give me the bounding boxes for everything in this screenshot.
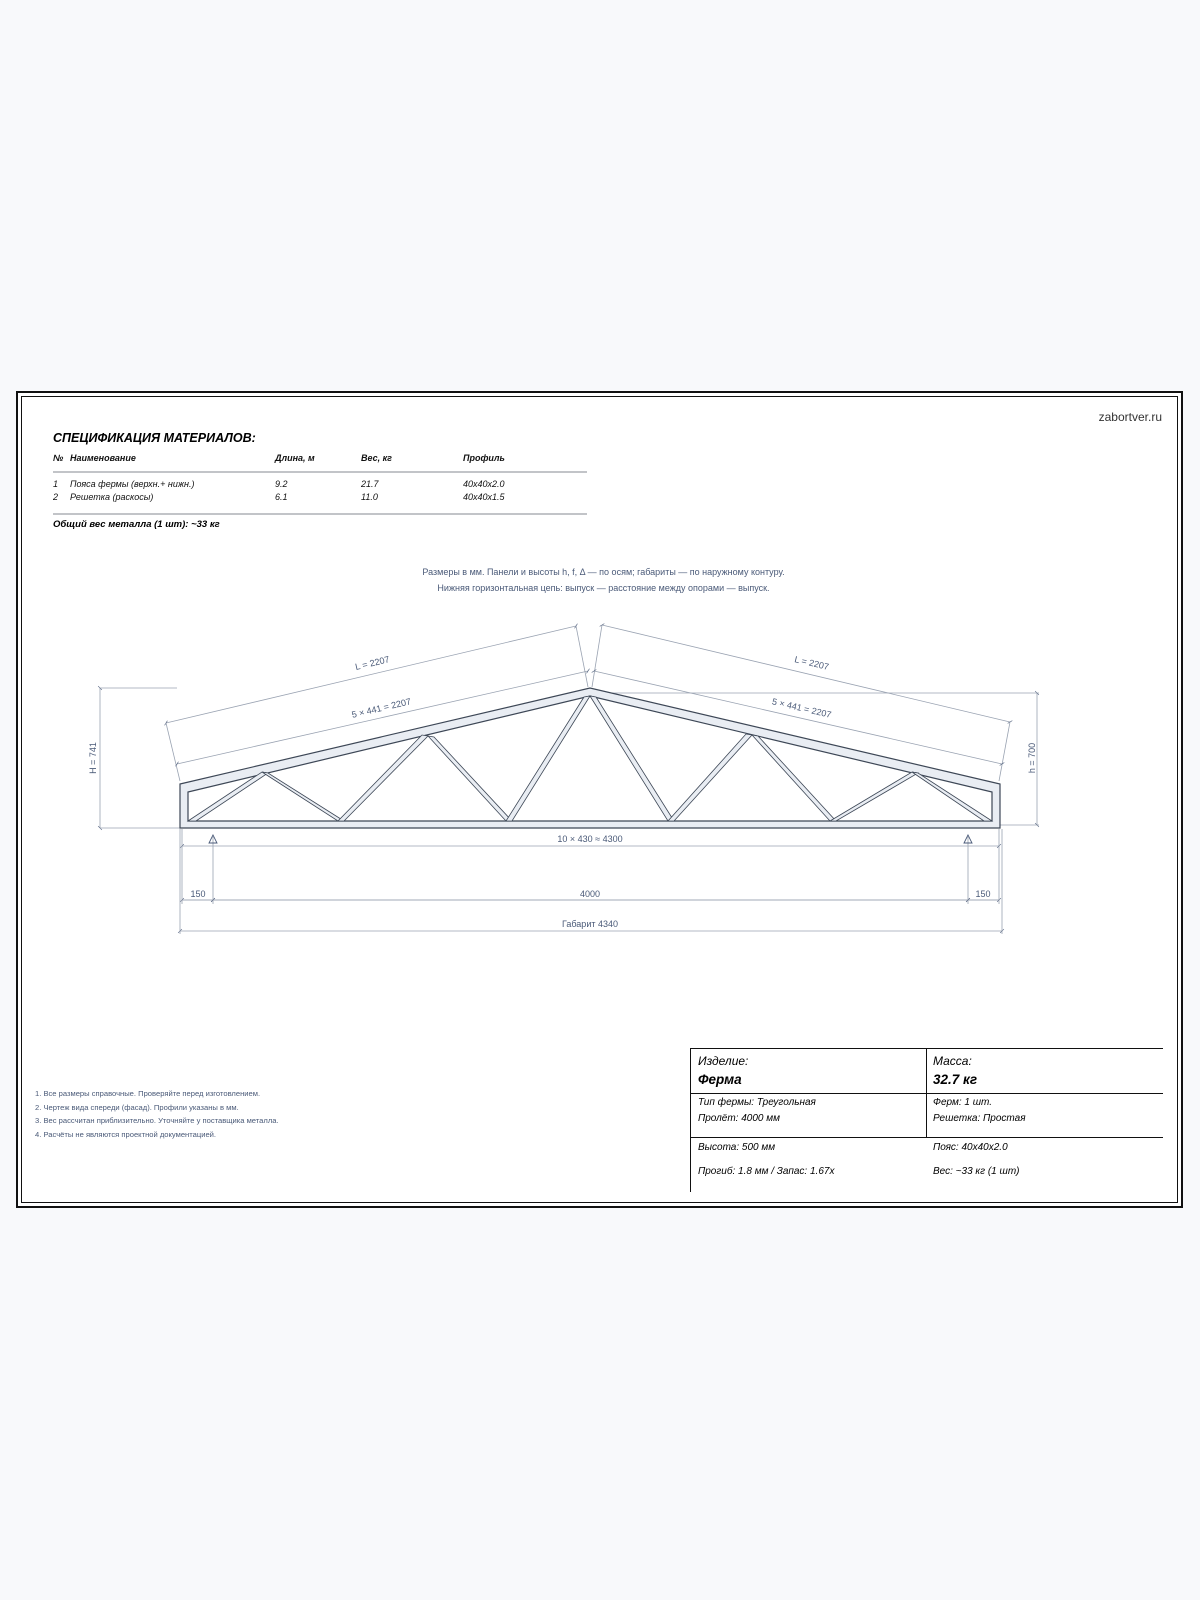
truss-brace: [428, 736, 512, 821]
spec-cell-profile: 40x40x1.5: [463, 492, 505, 502]
ext-line: [999, 722, 1010, 781]
spec-header-profile: Профиль: [463, 453, 505, 463]
title-block-rule: [691, 1137, 1163, 1138]
spec-cell-name: Решетка (раскосы): [70, 492, 154, 502]
truss-brace: [590, 696, 674, 821]
dim-text-overhang-left: 150: [190, 889, 206, 899]
dim-text-overhang-right: 150: [975, 889, 991, 899]
truss-brace: [262, 772, 344, 821]
spec-title: СПЕЦИФИКАЦИЯ МАТЕРИАЛОВ:: [53, 431, 256, 445]
dim-line-right-panels: [594, 671, 1002, 764]
truss-brace: [830, 772, 918, 821]
spec-cell-profile: 40x40x2.0: [463, 479, 505, 489]
truss-brace: [668, 734, 752, 821]
ext-line: [576, 626, 588, 687]
truss-deflection: Прогиб: 1.8 мм / Запас: 1.67x: [698, 1166, 835, 1177]
note-item: 1. Все размеры справочные. Проверяйте перед изготовлением.: [35, 1089, 261, 1098]
ext-line: [592, 625, 602, 687]
spec-cell-length: 6.1: [275, 492, 288, 502]
dim-text-bottom-panels: 10 × 430 ≈ 4300: [557, 834, 623, 844]
drawing-note-dimensions: Размеры в мм. Панели и высоты h, f, Δ — по осям; габариты — по наружному контуру.: [422, 567, 785, 577]
dim-text-H: H = 741: [88, 742, 98, 774]
spec-cell-num: 1: [53, 479, 59, 489]
truss-span: Пролёт: 4000 мм: [698, 1113, 780, 1124]
truss: [180, 688, 1000, 843]
spec-total-weight: Общий вес металла (1 шт): ~33 кг: [53, 519, 220, 530]
drawing-note-bottom-chain: Нижняя горизонтальная цепь: выпуск — расстояние между опорами — выпуск.: [437, 583, 770, 593]
dim-line-left-panels: [177, 671, 588, 764]
truss-brace: [506, 696, 590, 821]
truss-height: Высота: 500 мм: [698, 1142, 776, 1153]
spec-cell-num: 2: [53, 492, 59, 502]
spec-header-weight: Вес, кг: [361, 453, 392, 463]
truss-count: Ферм: 1 шт.: [933, 1097, 993, 1108]
mass-label: Масса:: [933, 1054, 972, 1068]
lattice-type: Решетка: Простая: [933, 1113, 1026, 1124]
sheet-frame: [21, 396, 1178, 1203]
site-label: zabortver.ru: [1098, 410, 1162, 424]
product-label: Изделие:: [698, 1054, 749, 1068]
dim-text-span: 4000: [579, 889, 601, 899]
title-block-rule: [691, 1093, 1163, 1094]
truss-type: Тип фермы: Треугольная: [698, 1097, 816, 1108]
mass-value: 32.7 кг: [933, 1072, 978, 1087]
drawing-sheet: [16, 391, 1183, 1208]
spec-header-length: Длина, м: [275, 453, 315, 463]
dim-text-left-L: L = 2207: [354, 654, 391, 672]
note-item: 4. Расчёты не являются проектной документацией.: [35, 1129, 217, 1139]
ext-line: [166, 723, 180, 781]
truss-weight: Вес: ~33 кг (1 шт): [933, 1166, 1020, 1177]
truss-chords: [180, 688, 1000, 828]
dim-text-right-L: L = 2207: [793, 654, 830, 672]
dim-text-h: h = 700: [1027, 742, 1037, 774]
product-name: Ферма: [698, 1072, 742, 1087]
general-notes: [35, 1087, 279, 1141]
title-block: [690, 1048, 1163, 1192]
dim-text-right-panels: 5 × 441 = 2207: [771, 696, 833, 720]
spec-header-name: Наименование: [70, 453, 136, 463]
note-item: 2. Чертеж вида спереди (фасад). Профили указаны в мм.: [35, 1102, 239, 1112]
note-item: 3. Вес рассчитан приблизительно. Уточняйте у поставщика металла.: [35, 1116, 279, 1125]
spec-cell-name: Пояса фермы (верхн.+ нижн.): [70, 479, 195, 489]
chord-profile: Пояс: 40x40x2.0: [933, 1142, 1008, 1153]
dim-text-left-panels: 5 × 441 = 2207: [350, 696, 412, 720]
spec-cell-weight: 21.7: [361, 479, 379, 489]
spec-cell-length: 9.2: [275, 479, 288, 489]
dim-text-overall: Габарит 4340: [561, 919, 619, 929]
spec-cell-weight: 11.0: [361, 492, 378, 502]
spec-header-num: №: [53, 453, 64, 463]
